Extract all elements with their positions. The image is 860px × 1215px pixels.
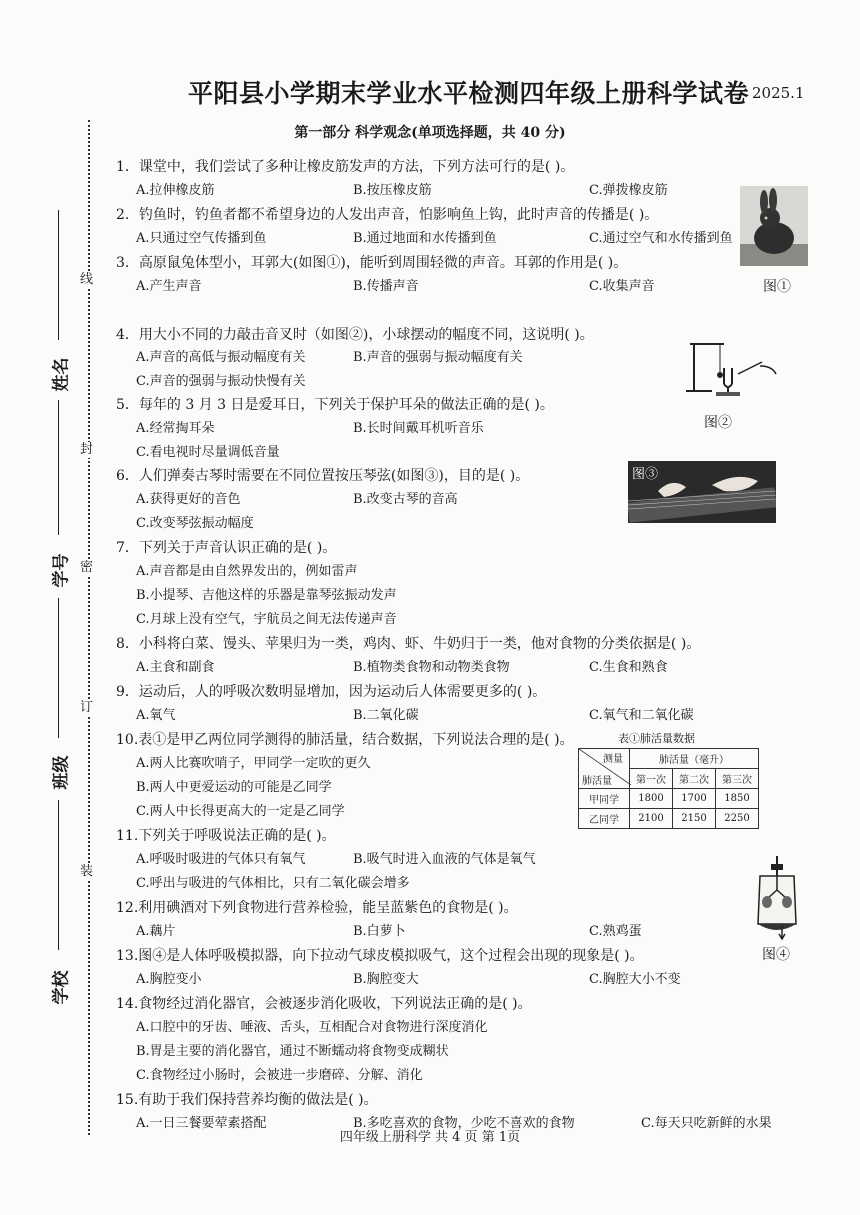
table-row bbox=[579, 809, 759, 829]
question-10-stem: 10.表①是甲乙两位同学测得的肺活量，结合数据，下列说法合理的是( )。 bbox=[116, 732, 574, 748]
q6-option-c[interactable]: C.改变琴弦振动幅度 bbox=[136, 516, 254, 531]
table-cell: 1700 bbox=[673, 789, 716, 809]
table-cell: 2250 bbox=[716, 809, 759, 829]
table-col-header: 第一次 bbox=[630, 769, 673, 789]
tuning-fork-diagram bbox=[682, 336, 782, 398]
section-title: 第一部分 科学观念(单项选择题，共 40 分) bbox=[294, 125, 566, 141]
q2-option-b[interactable]: B.通过地面和水传播到鱼 bbox=[353, 231, 497, 246]
school-label: 学校 bbox=[51, 970, 72, 1005]
seal-char-ding: 订 bbox=[80, 700, 94, 715]
q13-option-c[interactable]: C.胸腔大小不变 bbox=[589, 972, 681, 987]
class-blank[interactable] bbox=[58, 598, 59, 738]
exam-date: 2025.1 bbox=[752, 84, 805, 102]
q5-option-a[interactable]: A.经常掏耳朵 bbox=[136, 421, 215, 436]
seal-char-mi: 密 bbox=[80, 560, 94, 575]
table-group-header: 肺活量（毫升） bbox=[630, 749, 759, 769]
q9-option-b[interactable]: B.二氧化碳 bbox=[353, 708, 419, 723]
q10-option-c[interactable]: C.两人中长得更高大的一定是乙同学 bbox=[136, 804, 345, 819]
q1-option-b[interactable]: B.按压橡皮筋 bbox=[353, 183, 432, 198]
q9-option-c[interactable]: C.氧气和二氧化碳 bbox=[589, 708, 694, 723]
q4-option-a[interactable]: A.声音的高低与振动幅度有关 bbox=[136, 350, 306, 365]
q11-option-b[interactable]: B.吸气时进入血液的气体是氧气 bbox=[353, 852, 536, 867]
q14-option-b[interactable]: B.胃是主要的消化器官，通过不断蠕动将食物变成糊状 bbox=[136, 1044, 449, 1059]
q3-option-a[interactable]: A.产生声音 bbox=[136, 279, 202, 294]
table-col-header: 第三次 bbox=[716, 769, 759, 789]
table-cell: 1800 bbox=[630, 789, 673, 809]
lung-capacity-table bbox=[578, 748, 759, 829]
q1-option-c[interactable]: C.弹拨橡皮筋 bbox=[589, 183, 668, 198]
q7-option-a[interactable]: A.声音都是由自然界发出的，例如雷声 bbox=[136, 564, 358, 579]
q12-option-a[interactable]: A.藕片 bbox=[136, 924, 176, 939]
q4-option-b[interactable]: B.声音的强弱与振动幅度有关 bbox=[353, 350, 523, 365]
seal-char-xian: 线 bbox=[80, 272, 94, 287]
row-name: 乙同学 bbox=[579, 809, 630, 829]
q9-option-a[interactable]: A.氧气 bbox=[136, 708, 176, 723]
q6-option-b[interactable]: B.改变古琴的音高 bbox=[353, 492, 458, 507]
q11-option-c[interactable]: C.呼出与吸进的气体相比，只有二氧化碳会增多 bbox=[136, 876, 410, 891]
question-14-stem: 14.食物经过消化器官，会被逐步消化吸收，下列说法正确的是( )。 bbox=[116, 996, 532, 1012]
q12-option-b[interactable]: B.白萝卜 bbox=[353, 924, 406, 939]
table-cell: 2150 bbox=[673, 809, 716, 829]
corner-top-text: 测量 bbox=[603, 754, 623, 765]
q3-option-b[interactable]: B.传播声音 bbox=[353, 279, 419, 294]
question-2-stem: 2．钓鱼时，钓鱼者都不希望身边的人发出声音，怕影响鱼上钩，此时声音的传播是( )。 bbox=[116, 207, 659, 223]
school-blank[interactable] bbox=[58, 800, 59, 950]
table-col-header: 第二次 bbox=[673, 769, 716, 789]
q1-option-a[interactable]: A.拉伸橡皮筋 bbox=[136, 183, 215, 198]
q8-option-c[interactable]: C.生食和熟食 bbox=[589, 660, 668, 675]
question-3-stem: 3．高原鼠兔体型小，耳郭大(如图①)，能听到周围轻微的声音。耳郭的作用是( )。 bbox=[116, 255, 628, 271]
name-label: 姓名 bbox=[51, 357, 72, 392]
q5-option-c[interactable]: C.看电视时尽量调低音量 bbox=[136, 445, 280, 460]
table-cell: 1850 bbox=[716, 789, 759, 809]
q15-option-c[interactable]: C.每天只吃新鲜的水果 bbox=[641, 1116, 772, 1131]
seal-char-feng: 封 bbox=[80, 442, 94, 457]
q7-option-c[interactable]: C.月球上没有空气，宇航员之间无法传递声音 bbox=[136, 612, 397, 627]
q8-option-b[interactable]: B.植物类食物和动物类食物 bbox=[353, 660, 510, 675]
q14-option-c[interactable]: C.食物经过小肠时，会被进一步磨碎、分解、消化 bbox=[136, 1068, 423, 1083]
breathing-model-diagram bbox=[752, 854, 802, 940]
q7-option-b[interactable]: B.小提琴、吉他这样的乐器是靠琴弦振动发声 bbox=[136, 588, 397, 603]
figure-4-label: 图④ bbox=[762, 947, 790, 963]
q4-option-c[interactable]: C.声音的强弱与振动快慢有关 bbox=[136, 374, 306, 389]
q6-option-a[interactable]: A.获得更好的音色 bbox=[136, 492, 241, 507]
question-15-stem: 15.有助于我们保持营养均衡的做法是( )。 bbox=[116, 1092, 378, 1108]
q10-option-a[interactable]: A.两人比赛吹哨子，甲同学一定吹的更久 bbox=[136, 756, 371, 771]
q5-option-b[interactable]: B.长时间戴耳机听音乐 bbox=[353, 421, 484, 436]
question-13-stem: 13.图④是人体呼吸模拟器，向下拉动气球皮模拟吸气，这个过程会出现的现象是( )。 bbox=[116, 948, 644, 964]
pika-photo bbox=[740, 186, 808, 266]
corner-bottom-text: 肺活量 bbox=[582, 776, 612, 787]
class-label: 班级 bbox=[51, 755, 72, 790]
q15-option-b[interactable]: B.多吃喜欢的食物，少吃不喜欢的食物 bbox=[353, 1116, 575, 1131]
table-cell: 2100 bbox=[630, 809, 673, 829]
q8-option-a[interactable]: A.主食和副食 bbox=[136, 660, 215, 675]
q11-option-a[interactable]: A.呼吸时吸进的气体只有氧气 bbox=[136, 852, 306, 867]
question-4-stem: 4．用大小不同的力敲击音叉时（如图②)，小球摆动的幅度不同，这说明( )。 bbox=[116, 327, 594, 343]
question-9-stem: 9．运动后，人的呼吸次数明显增加，因为运动后人体需要更多的( )。 bbox=[116, 684, 547, 700]
q13-option-b[interactable]: B.胸腔变大 bbox=[353, 972, 419, 987]
q2-option-c[interactable]: C.通过空气和水传播到鱼 bbox=[589, 231, 733, 246]
q13-option-a[interactable]: A.胸腔变小 bbox=[136, 972, 202, 987]
seal-char-zhuang: 装 bbox=[80, 864, 94, 879]
q15-option-a[interactable]: A.一日三餐要荤素搭配 bbox=[136, 1116, 267, 1131]
exam-title: 平阳县小学期末学业水平检测四年级上册科学试卷 bbox=[188, 79, 750, 108]
student-id-blank[interactable] bbox=[58, 400, 59, 535]
table-row bbox=[579, 789, 759, 809]
row-name: 甲同学 bbox=[579, 789, 630, 809]
question-12-stem: 12.利用碘酒对下列食物进行营养检验，能呈蓝紫色的食物是( )。 bbox=[116, 900, 518, 916]
table-caption: 表①肺活量数据 bbox=[618, 732, 695, 745]
q2-option-a[interactable]: A.只通过空气传播到鱼 bbox=[136, 231, 267, 246]
figure-2-label: 图② bbox=[704, 415, 732, 431]
figure-1-label: 图① bbox=[763, 279, 791, 295]
student-id-label: 学号 bbox=[51, 553, 72, 588]
question-1-stem: 1．课堂中，我们尝试了多种让橡皮筋发声的方法，下列方法可行的是( )。 bbox=[116, 159, 575, 175]
table-corner-cell bbox=[579, 749, 630, 789]
page-footer: 四年级上册科学 共 4 页 第 1页 bbox=[339, 1130, 521, 1145]
q10-option-b[interactable]: B.两人中更爱运动的可能是乙同学 bbox=[136, 780, 332, 795]
q12-option-c[interactable]: C.熟鸡蛋 bbox=[589, 924, 642, 939]
question-7-stem: 7．下列关于声音认识正确的是( )。 bbox=[116, 540, 337, 556]
figure-3-label: 图③ bbox=[632, 467, 659, 482]
name-blank[interactable] bbox=[58, 210, 59, 340]
question-8-stem: 8．小科将白菜、馒头、苹果归为一类，鸡肉、虾、牛奶归于一类，他对食物的分类依据是( )。 bbox=[116, 636, 701, 652]
question-6-stem: 6．人们弹奏古琴时需要在不同位置按压琴弦(如图③)，目的是( )。 bbox=[116, 468, 530, 484]
question-11-stem: 11.下列关于呼吸说法正确的是( )。 bbox=[116, 828, 336, 844]
q3-option-c[interactable]: C.收集声音 bbox=[589, 279, 655, 294]
question-5-stem-line: 5．每年的 3 月 3 日是爱耳日，下列关于保护耳朵的做法正确的是( )。 bbox=[116, 397, 554, 413]
q14-option-a[interactable]: A.口腔中的牙齿、唾液、舌头，互相配合对食物进行深度消化 bbox=[136, 1020, 488, 1035]
